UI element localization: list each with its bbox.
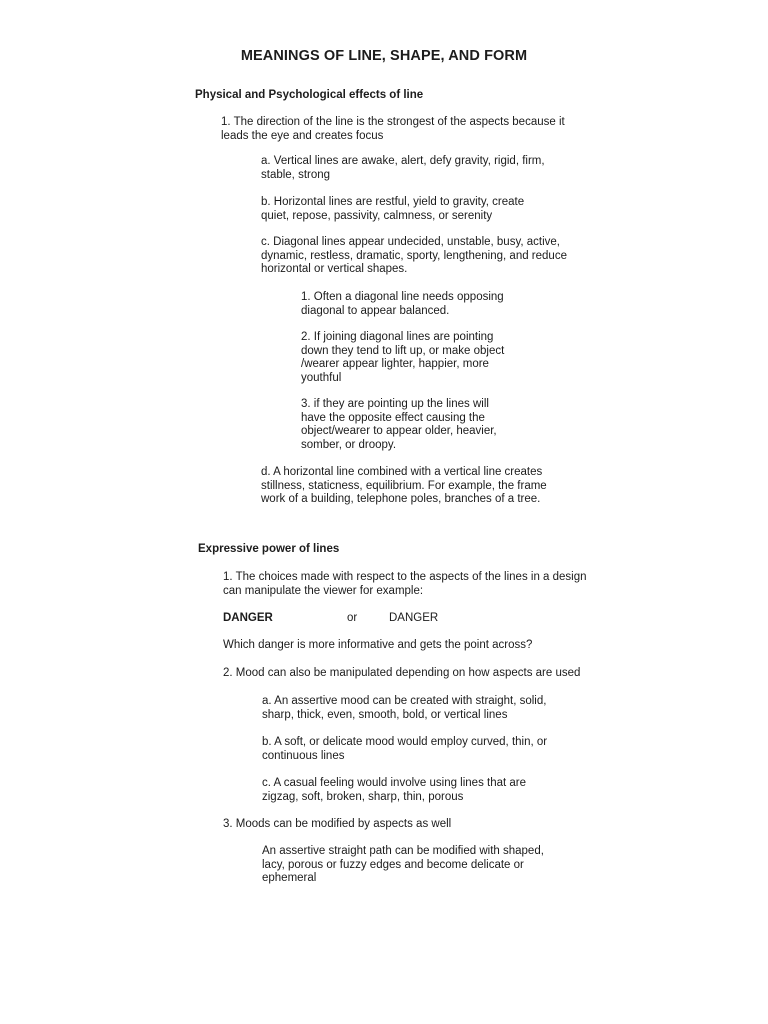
text-line: /wearer appear lighter, happier, more xyxy=(301,358,489,371)
text-line: can manipulate the viewer for example: xyxy=(223,584,424,597)
text-line: youthful xyxy=(301,371,342,384)
text-line: object/wearer to appear older, heavier, xyxy=(301,425,497,438)
paragraph-direction xyxy=(221,116,565,143)
text-line: 3. if they are pointing up the lines will xyxy=(301,398,489,410)
paragraph-vertical-lines xyxy=(261,155,545,182)
paragraph-assertive-path xyxy=(262,845,544,886)
text-line: c. Diagonal lines appear undecided, unstable, busy, active, xyxy=(261,236,560,248)
paragraph-horizontal-vertical-combined xyxy=(261,466,547,507)
danger-plain-example: DANGER xyxy=(389,612,439,624)
text-line: leads the eye and creates focus xyxy=(221,129,384,142)
text-line: b. Horizontal lines are restful, yield to gravity, create xyxy=(261,196,525,208)
text-line: diagonal to appear balanced. xyxy=(301,304,450,317)
text-line: work of a building, telephone poles, branches of a tree. xyxy=(261,493,541,506)
text-line: An assertive straight path can be modified with shaped, xyxy=(262,845,544,857)
text-line: 1. The choices made with respect to the aspects of the lines in a design xyxy=(223,571,587,583)
text-line: have the opposite effect causing the xyxy=(301,411,485,424)
paragraph-danger-question: Which danger is more informative and gets the point across? xyxy=(223,639,533,651)
section-heading-physical-psychological: Physical and Psychological effects of line xyxy=(195,89,424,101)
paragraph-assertive-mood xyxy=(262,695,546,722)
paragraph-choices xyxy=(223,571,587,598)
paragraph-mood-manipulated: 2. Mood can also be manipulated depending on how aspects are used xyxy=(223,667,581,679)
text-line: a. Vertical lines are awake, alert, defy gravity, rigid, firm, xyxy=(261,155,545,167)
paragraph-diagonal-pointing-up xyxy=(301,398,497,452)
text-line: lacy, porous or fuzzy edges and become delicate or xyxy=(262,858,524,871)
text-line: sharp, thick, even, smooth, bold, or vertical lines xyxy=(262,708,508,721)
paragraph-diagonal-opposing xyxy=(301,291,504,318)
text-line: 2. If joining diagonal lines are pointing xyxy=(301,331,494,343)
paragraph-casual-feeling xyxy=(262,777,526,804)
paragraph-diagonal-pointing-down xyxy=(301,331,504,385)
section-heading-expressive-power: Expressive power of lines xyxy=(198,543,340,555)
text-line: stillness, staticness, equilibrium. For example, the frame xyxy=(261,479,547,492)
text-line: 1. The direction of the line is the strongest of the aspects because it xyxy=(221,116,565,128)
paragraph-soft-mood xyxy=(262,736,547,763)
text-line: b. A soft, or delicate mood would employ curved, thin, or xyxy=(262,736,548,748)
paragraph-horizontal-lines xyxy=(261,196,524,223)
text-line: ephemeral xyxy=(262,872,317,885)
text-line: down they tend to lift up, or make object xyxy=(301,344,505,357)
text-line: quiet, repose, passivity, calmness, or serenity xyxy=(261,209,493,222)
text-line: horizontal or vertical shapes. xyxy=(261,263,408,276)
text-line: d. A horizontal line combined with a vertical line creates xyxy=(261,466,543,478)
text-line: continuous lines xyxy=(262,749,345,762)
text-line: dynamic, restless, dramatic, sporty, lengthening, and reduce xyxy=(261,249,567,262)
text-line: c. A casual feeling would involve using lines that are xyxy=(262,777,527,789)
paragraph-moods-modified: 3. Moods can be modified by aspects as well xyxy=(223,818,452,830)
danger-bold-example: DANGER xyxy=(223,612,273,624)
text-line: a. An assertive mood can be created with straight, solid, xyxy=(262,695,547,707)
danger-or-text: or xyxy=(347,612,358,624)
text-line: stable, strong xyxy=(261,168,331,181)
text-line: zigzag, soft, broken, sharp, thin, porous xyxy=(262,790,464,803)
page-title: MEANINGS OF LINE, SHAPE, AND FORM xyxy=(240,48,528,64)
text-line: somber, or droopy. xyxy=(301,438,397,451)
text-line: 1. Often a diagonal line needs opposing xyxy=(301,291,504,303)
paragraph-diagonal-lines xyxy=(261,236,567,277)
